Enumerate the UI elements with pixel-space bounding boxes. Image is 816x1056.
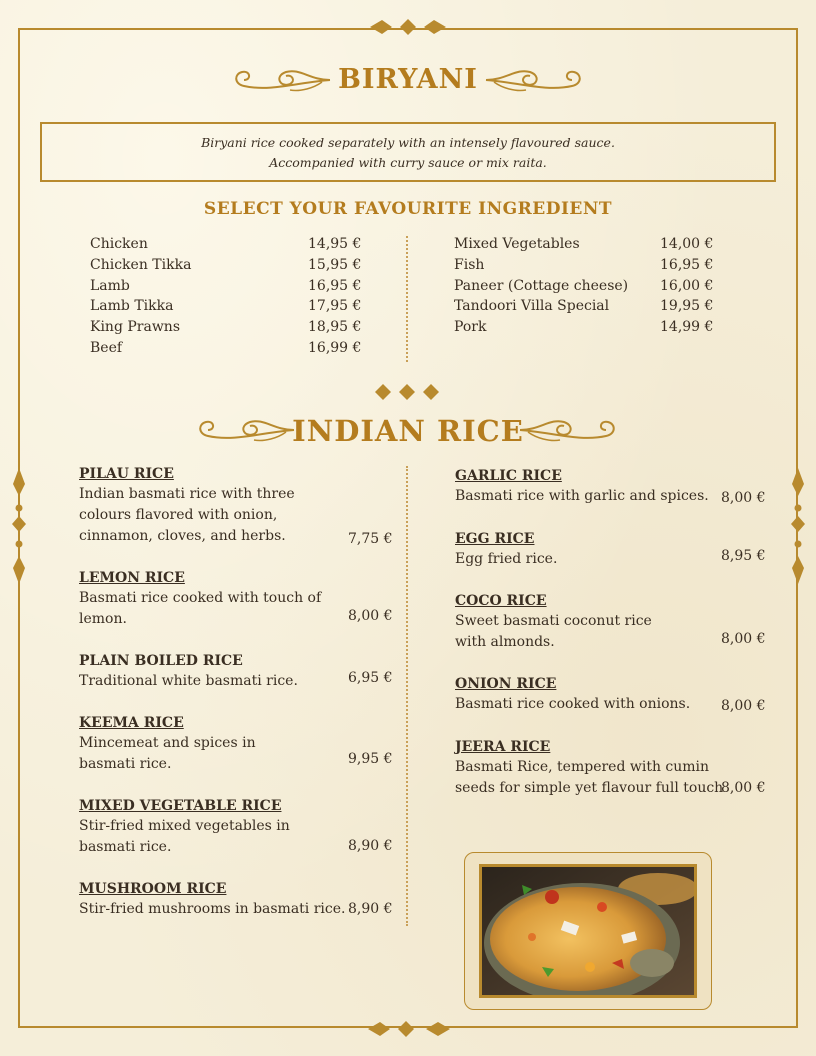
ingredient-row [90,296,361,317]
ingredient-name: Pork [454,319,487,336]
rice-item-desc: Egg fried rice. [455,551,558,567]
ingredient-name: Lamb [90,277,130,294]
rice-item-desc: Basmati Rice, tempered with cumin [455,759,710,775]
rice-item-price: 7,75 € [348,531,393,547]
ingredient-name: Beef [90,339,123,356]
rice-item-desc: Traditional white basmati rice. [79,673,298,689]
ingredient-price: 15,95 € [308,256,362,273]
rice-item-desc: Basmati rice cooked with onions. [455,696,691,712]
rice-item-desc: Stir-fried mixed vegetables in [79,818,290,834]
rice-item-name: PLAIN BOILED RICE [79,653,243,669]
ingredient-name: Chicken Tikka [90,256,192,273]
ingredient-price: 16,95 € [308,277,362,294]
rice-item-desc: basmati rice. [79,839,172,855]
rice-divider [406,466,408,926]
ingredient-list-right [454,234,713,338]
rice-item-name: MIXED VEGETABLE RICE [79,798,282,814]
rice-item-desc: colours flavored with onion, [79,507,278,523]
rice-item-desc: Indian basmati rice with three [79,486,295,502]
rice-list-left [79,464,399,934]
ingredient-row [454,255,713,276]
rice-item-price: 8,90 € [348,838,393,854]
ingredient-row [454,317,713,338]
rice-item-price: 8,95 € [721,548,766,564]
ingredient-row [90,234,361,255]
rice-list-right [455,466,775,826]
rice-item-name: JEERA RICE [455,739,551,755]
ingredient-price: 17,95 € [308,298,362,315]
rice-item-desc: Basmati rice with garlic and spices. [455,488,709,504]
rice-item-name: MUSHROOM RICE [79,881,227,897]
rice-item-desc: with almonds. [455,634,555,650]
rice-item-desc: Stir-fried mushrooms in basmati rice. [79,901,346,917]
biryani-description-line2: Accompanied with curry sauce or mix raita. [269,155,547,170]
rice-item-name: ONION RICE [455,676,557,692]
rice-item-price: 8,00 € [721,490,766,506]
rice-item-price: 6,95 € [348,670,393,686]
rice-item-lemon [79,568,399,630]
ingredient-price: 14,99 € [660,319,714,336]
ingredient-price: 16,99 € [308,339,362,356]
ingredient-price: 14,00 € [660,236,714,252]
ingredient-price: 16,00 € [660,277,714,294]
ingredient-price: 18,95 € [308,319,362,336]
biryani-description-box [40,122,776,182]
rice-item-name: LEMON RICE [79,570,185,586]
ingredient-row [454,234,713,255]
rice-item-onion [455,674,775,715]
ingredient-row [90,276,361,297]
rice-item-mixed-vegetable [79,796,399,858]
ingredient-row [454,296,713,317]
biryani-title: BIRYANI [338,64,478,95]
ingredient-name: Lamb Tikka [90,298,174,315]
ingredient-row [90,317,361,338]
rice-item-pilau [79,464,399,547]
rice-item-keema [79,713,399,775]
ingredient-list-left [90,234,361,359]
indian-rice-title: INDIAN RICE [292,414,524,448]
rice-item-price: 8,90 € [348,901,393,917]
rice-item-price: 8,00 € [721,698,766,714]
ingredient-price: 14,95 € [308,236,362,252]
ingredient-row [90,255,361,276]
rice-item-price: 9,95 € [348,751,393,767]
rice-item-desc: Sweet basmati coconut rice [455,613,652,629]
ingredient-price: 19,95 € [660,298,714,315]
rice-item-name: COCO RICE [455,593,547,609]
rice-item-desc: seeds for simple yet flavour full touch [455,780,724,796]
rice-item-name: EGG RICE [455,531,535,547]
rice-item-name: PILAU RICE [79,466,174,482]
rice-item-desc: cinnamon, cloves, and herbs. [79,528,286,544]
ingredient-price: 16,95 € [660,256,714,273]
rice-item-desc: lemon. [79,611,127,627]
rice-item-desc: Basmati rice cooked with touch of [79,590,322,606]
rice-item-desc: Mincemeat and spices in [79,735,256,751]
ingredient-name: King Prawns [90,319,181,336]
rice-item-coco [455,591,775,653]
rice-item-price: 8,00 € [348,608,393,624]
ingredient-divider [406,236,408,362]
ingredient-row [454,276,713,297]
rice-item-name: KEEMA RICE [79,715,184,731]
rice-item-jeera [455,737,775,799]
ingredient-name: Tandoori Villa Special [454,298,610,315]
ingredient-name: Mixed Vegetables [454,236,580,252]
ingredient-row [90,338,361,359]
rice-item-name: GARLIC RICE [455,468,562,484]
rice-item-price: 8,00 € [721,780,766,796]
rice-item-plain-boiled [79,651,399,692]
ingredient-name: Paneer (Cottage cheese) [454,277,629,294]
ingredient-subtitle: SELECT YOUR FAVOURITE INGREDIENT [203,199,613,219]
biryani-description-line1: Biryani rice cooked separately with an intensely flavoured sauce. [201,135,615,150]
rice-item-egg [455,529,775,570]
rice-item-garlic [455,466,775,507]
rice-item-price: 8,00 € [721,631,766,647]
ingredient-name: Chicken [90,236,148,252]
ingredient-name: Fish [454,256,485,273]
rice-item-mushroom [79,879,399,920]
rice-item-desc: basmati rice. [79,756,172,772]
biryani-dish-photo [479,864,697,998]
